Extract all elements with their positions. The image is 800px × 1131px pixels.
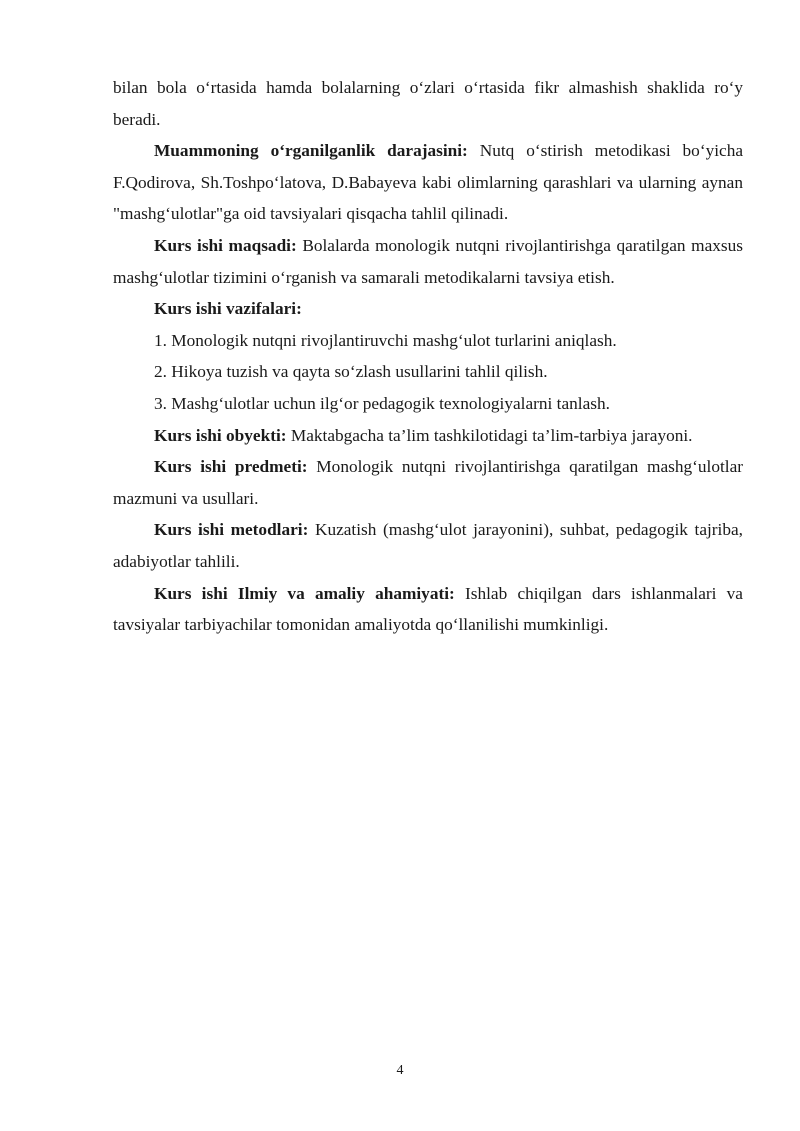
subject-paragraph xyxy=(113,451,743,514)
document-body xyxy=(113,72,743,641)
significance-text: Ishlab chiqilgan dars ishlanmalari va tavsiyalar tarbiyachilar tomonidan amaliyotda qo‘llanilishi mumkinligi. xyxy=(113,583,743,635)
task-item: 1. Monologik nutqni rivojlantiruvchi mashg‘ulot turlarini aniqlash. xyxy=(154,330,617,350)
methods-label: Kurs ishi metodlari: xyxy=(154,520,309,540)
continuation-paragraph: bilan bola o‘rtasida hamda bolalarning o‘zlari o‘rtasida fikr almashish shaklida ro‘y beradi. xyxy=(113,78,743,129)
study-level-label: Muammoning o‘rganilganlik darajasini: xyxy=(154,141,468,161)
task-item: 2. Hikoya tuzish va qayta so‘zlash usullarini tahlil qilish. xyxy=(154,362,548,382)
tasks-label: Kurs ishi vazifalari: xyxy=(154,299,302,319)
significance-paragraph xyxy=(113,578,743,641)
object-paragraph xyxy=(113,420,743,452)
task-item: 3. Mashg‘ulotlar uchun ilg‘or pedagogik texnologiyalarni tanlash. xyxy=(154,393,610,413)
goal-paragraph xyxy=(113,230,743,293)
goal-label: Kurs ishi maqsadi: xyxy=(154,235,297,255)
methods-paragraph xyxy=(113,514,743,577)
object-label: Kurs ishi obyekti: xyxy=(154,425,287,445)
tasks-heading xyxy=(113,293,743,325)
page-number: 4 xyxy=(396,1063,404,1078)
study-level-paragraph xyxy=(113,135,743,230)
study-level-text: Nutq o‘stirish metodikasi bo‘yicha F.Qodirova, Sh.Toshpo‘latova, D.Babayeva kabi olimlarning qarashlari va ularning aynan "mashg‘ulotlar"ga oid tavsiyalari qisqacha tahlil qilinadi. xyxy=(113,141,744,224)
methods-text: Kuzatish (mashg‘ulot jarayonini), suhbat, pedagogik tajriba, adabiyotlar tahlili. xyxy=(113,520,743,571)
significance-label: Kurs ishi Ilmiy va amaliy ahamiyati: xyxy=(154,583,455,603)
object-text: Maktabgacha ta’lim tashkilotidagi ta’lim-tarbiya jarayoni. xyxy=(286,425,693,445)
subject-text: Monologik nutqni rivojlantirishga qaratilgan mashg‘ulotlar mazmuni va usullari. xyxy=(113,457,743,508)
goal-text: Bolalarda monologik nutqni rivojlantirishga qaratilgan maxsus mashg‘ulotlar tizimini o‘rganish va samarali metodikalarni tavsiya etish. xyxy=(113,235,743,287)
subject-label: Kurs ishi predmeti: xyxy=(154,457,308,477)
